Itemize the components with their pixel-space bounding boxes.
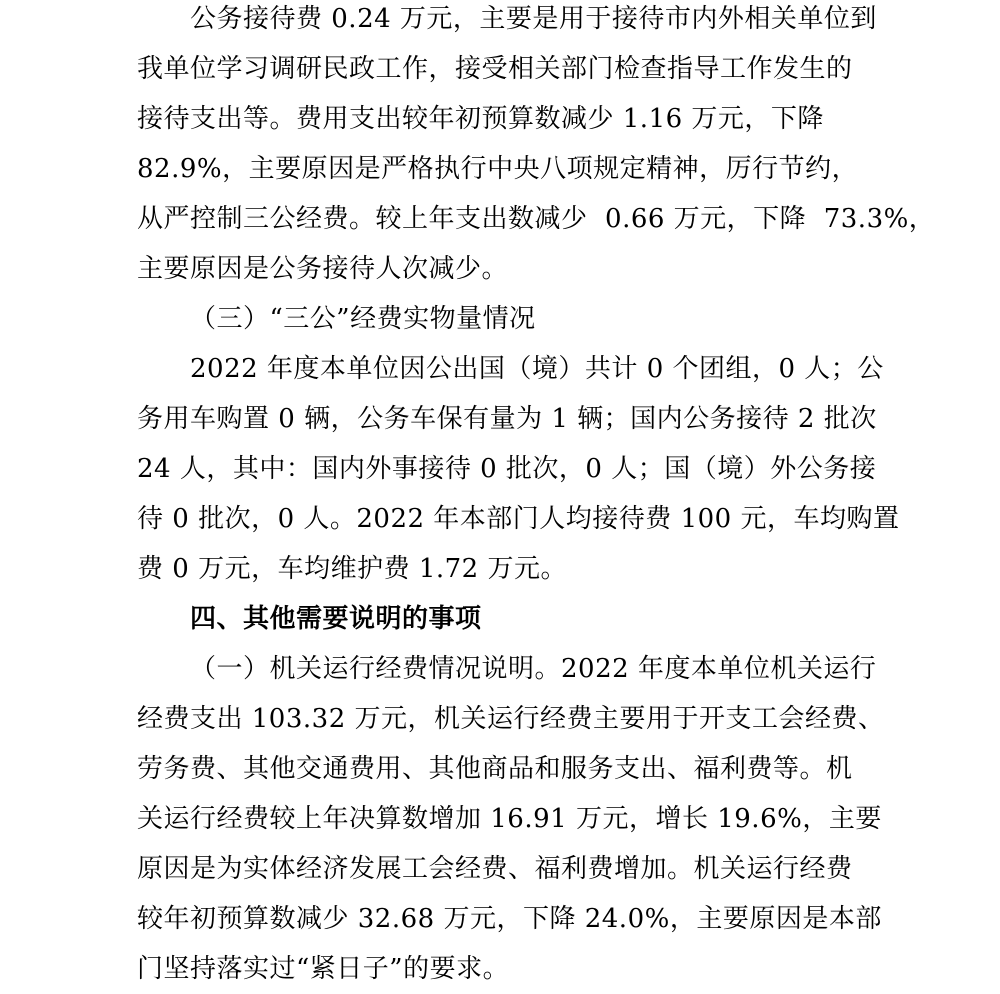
text-line: 我单位学习调研民政工作，接受相关部门检查指导工作发生的 [137, 54, 853, 84]
text-line: 从严控制三公经费。较上年支出数减少 0.66 万元，下降 73.3%， [137, 204, 936, 234]
text-line: 24 人，其中：国内外事接待 0 批次，0 人；国（境）外公务接 [137, 454, 877, 484]
section-heading: 四、其他需要说明的事项 [190, 604, 482, 634]
text-line: 较年初预算数减少 32.68 万元，下降 24.0%，主要原因是本部 [137, 904, 882, 934]
text-line: （一）机关运行经费情况说明。2022 年度本单位机关运行 [190, 654, 877, 684]
section-heading: （三）“三公”经费实物量情况 [190, 304, 536, 334]
text-line: 82.9%，主要原因是严格执行中央八项规定精神，厉行节约， [137, 154, 859, 184]
text-line: 门坚持落实过“紧日子”的要求。 [137, 954, 510, 984]
text-line: 待 0 批次，0 人。2022 年本部门人均接待费 100 元，车均购置 [137, 504, 900, 534]
text-line: 关运行经费较上年决算数增加 16.91 万元，增长 19.6%，主要 [137, 804, 882, 834]
text-line: 费 0 万元，车均维护费 1.72 万元。 [137, 554, 567, 584]
text-line: 公务接待费 0.24 万元，主要是用于接待市内外相关单位到 [190, 4, 877, 34]
text-line: 务用车购置 0 辆，公务车保有量为 1 辆；国内公务接待 2 批次 [137, 404, 877, 434]
text-line: 劳务费、其他交通费用、其他商品和服务支出、福利费等。机 [137, 754, 853, 784]
text-line: 主要原因是公务接待人次减少。 [137, 254, 509, 284]
text-line: 接待支出等。费用支出较年初预算数减少 1.16 万元，下降 [137, 104, 824, 134]
text-line: 经费支出 103.32 万元，机关运行经费主要用于开支工会经费、 [137, 704, 885, 734]
text-line: 原因是为实体经济发展工会经费、福利费增加。机关运行经费 [137, 854, 853, 884]
text-line: 2022 年度本单位因公出国（境）共计 0 个团组，0 人；公 [190, 354, 884, 384]
